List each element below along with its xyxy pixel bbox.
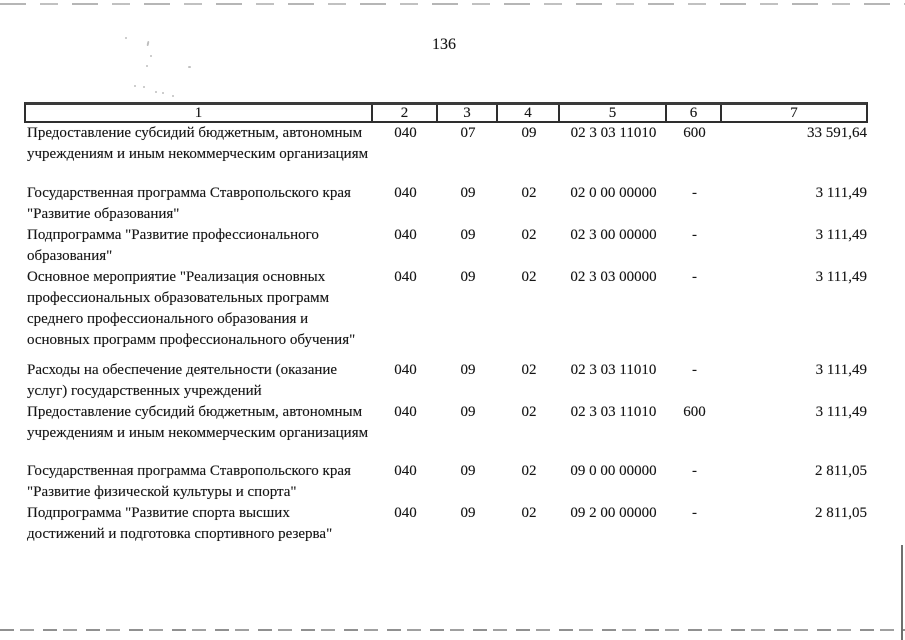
table-header-row <box>24 102 868 123</box>
table-row <box>24 503 868 545</box>
cell-program-name: Государственная программа Ставропольского края "Развитие физической культуры и спорта" <box>27 463 351 500</box>
table-row <box>24 360 868 402</box>
scan-artifact-bottom-line <box>0 629 905 631</box>
cell-amount: 33 591,64 <box>807 125 867 141</box>
scan-speck <box>188 66 191 68</box>
table-row <box>24 123 868 165</box>
cell-amount: 3 111,49 <box>815 227 867 243</box>
cell-chapter-code: 040 <box>394 227 417 243</box>
table-row <box>24 461 868 503</box>
table-row <box>24 402 868 444</box>
cell-target-article-code: 09 2 00 00000 <box>570 505 657 521</box>
cell-section-code: 09 <box>460 505 476 521</box>
cell-expense-type-code: - <box>692 505 697 521</box>
cell-chapter-code: 040 <box>394 185 417 201</box>
cell-section-code: 09 <box>460 404 476 420</box>
table-body <box>24 123 868 545</box>
column-header-6: 6 <box>667 105 722 121</box>
cell-chapter-code: 040 <box>394 463 417 479</box>
cell-program-name: Предоставление субсидий бюджетным, автономным учреждениям и иным некоммерческим организациям <box>27 404 369 441</box>
cell-subsection-code: 02 <box>521 269 537 285</box>
column-header-4: 4 <box>498 105 560 121</box>
cell-target-article-code: 02 3 03 11010 <box>570 125 657 141</box>
cell-subsection-code: 09 <box>521 125 537 141</box>
cell-target-article-code: 02 3 03 00000 <box>570 269 657 285</box>
cell-amount: 3 111,49 <box>815 185 867 201</box>
cell-chapter-code: 040 <box>394 505 417 521</box>
cell-subsection-code: 02 <box>521 362 537 378</box>
cell-chapter-code: 040 <box>394 269 417 285</box>
cell-expense-type-code: - <box>692 463 697 479</box>
cell-section-code: 09 <box>460 362 476 378</box>
cell-target-article-code: 02 3 03 11010 <box>570 362 657 378</box>
column-header-5: 5 <box>560 105 667 121</box>
cell-target-article-code: 02 3 00 00000 <box>570 227 657 243</box>
cell-amount: 3 111,49 <box>815 404 867 420</box>
cell-expense-type-code: - <box>692 362 697 378</box>
cell-chapter-code: 040 <box>394 125 417 141</box>
cell-program-name: Предоставление субсидий бюджетным, автономным учреждениям и иным некоммерческим организациям <box>27 125 369 162</box>
cell-target-article-code: 02 0 00 00000 <box>570 185 657 201</box>
column-header-7: 7 <box>790 105 798 121</box>
cell-subsection-code: 02 <box>521 505 537 521</box>
column-header-2: 2 <box>373 105 438 121</box>
cell-subsection-code: 02 <box>521 227 537 243</box>
cell-subsection-code: 02 <box>521 185 537 201</box>
scan-artifact-vertical-line <box>901 545 903 640</box>
cell-subsection-code: 02 <box>521 404 537 420</box>
cell-expense-type-code: 600 <box>683 125 706 141</box>
cell-program-name: Расходы на обеспечение деятельности (оказание услуг) государственных учреждений <box>27 362 338 399</box>
page-number: 136 <box>432 36 456 53</box>
cell-program-name: Подпрограмма "Развитие профессионального образования" <box>27 227 319 264</box>
table-row <box>24 183 868 225</box>
cell-expense-type-code: - <box>692 269 697 285</box>
cell-chapter-code: 040 <box>394 404 417 420</box>
scan-speck <box>155 91 157 93</box>
cell-amount: 2 811,05 <box>815 463 867 479</box>
cell-program-name: Подпрограмма "Развитие спорта высших достижений и подготовка спортивного резерва" <box>27 505 333 542</box>
scan-speck <box>143 86 145 88</box>
cell-section-code: 09 <box>460 227 476 243</box>
cell-amount: 3 111,49 <box>815 269 867 285</box>
scan-speck <box>146 65 148 67</box>
cell-program-name: Основное мероприятие "Реализация основных профессиональных образовательных программ среднего профессионального образования и основных программ профессионального обучения" <box>27 269 356 348</box>
scan-speck <box>150 55 152 57</box>
cell-amount: 3 111,49 <box>815 362 867 378</box>
cell-section-code: 09 <box>460 463 476 479</box>
scan-artifact-top-line <box>0 3 905 5</box>
table-row <box>24 267 868 351</box>
cell-chapter-code: 040 <box>394 362 417 378</box>
cell-section-code: 09 <box>460 269 476 285</box>
cell-expense-type-code: - <box>692 227 697 243</box>
cell-section-code: 09 <box>460 185 476 201</box>
cell-expense-type-code: - <box>692 185 697 201</box>
column-header-1: 1 <box>26 105 373 121</box>
scan-speck <box>134 85 136 87</box>
cell-target-article-code: 09 0 00 00000 <box>570 463 657 479</box>
table-row <box>24 225 868 267</box>
cell-amount: 2 811,05 <box>815 505 867 521</box>
cell-subsection-code: 02 <box>521 463 537 479</box>
cell-section-code: 07 <box>460 125 476 141</box>
budget-table <box>24 102 868 545</box>
scan-speck <box>162 92 164 94</box>
cell-program-name: Государственная программа Ставропольского края "Развитие образования" <box>27 185 351 222</box>
cell-expense-type-code: 600 <box>683 404 706 420</box>
column-header-3: 3 <box>438 105 498 121</box>
scan-speck <box>172 95 174 97</box>
cell-target-article-code: 02 3 03 11010 <box>570 404 657 420</box>
